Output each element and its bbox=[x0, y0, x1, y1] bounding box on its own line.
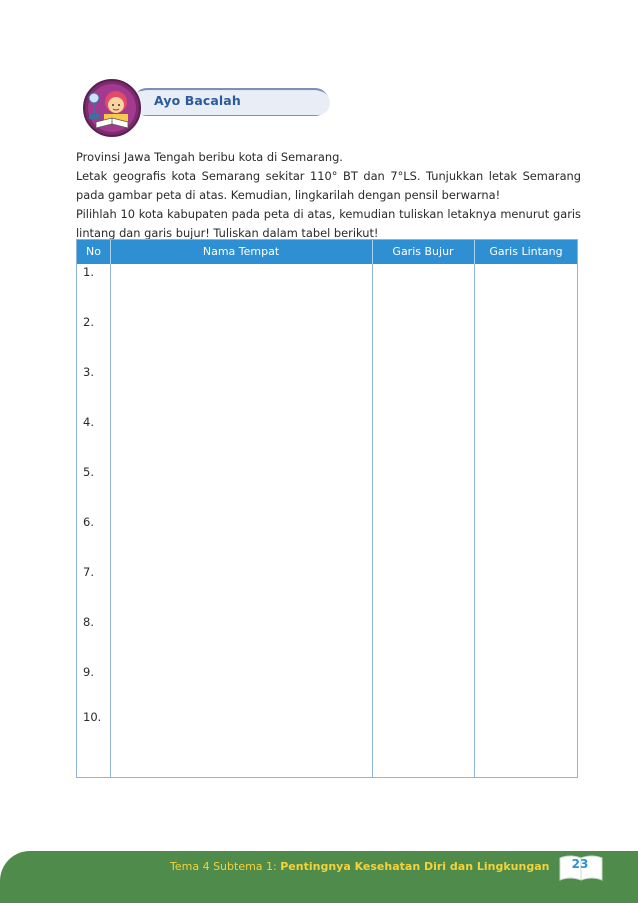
column-divider bbox=[372, 264, 373, 777]
answer-table bbox=[76, 239, 578, 778]
row-number: 10. bbox=[83, 710, 102, 724]
page-number: 23 bbox=[571, 857, 589, 871]
row-number: 9. bbox=[83, 665, 94, 679]
instruction-text bbox=[76, 148, 581, 243]
row-number: 2. bbox=[83, 315, 94, 329]
paragraph-1: Provinsi Jawa Tengah beribu kota di Semarang. bbox=[76, 150, 343, 164]
header-garis-lintang: Garis Lintang bbox=[489, 245, 563, 258]
row-number: 1. bbox=[83, 265, 94, 279]
header-divider bbox=[474, 240, 475, 264]
column-divider bbox=[110, 264, 111, 777]
column-divider bbox=[474, 264, 475, 777]
footer-caption bbox=[170, 860, 549, 873]
header-no: No bbox=[86, 245, 101, 258]
row-number: 8. bbox=[83, 615, 94, 629]
row-number: 7. bbox=[83, 565, 94, 579]
badge-label: Ayo Bacalah bbox=[154, 93, 241, 108]
section-badge bbox=[78, 78, 268, 138]
header-divider bbox=[110, 240, 111, 264]
header-nama-tempat: Nama Tempat bbox=[202, 245, 280, 258]
row-number: 3. bbox=[83, 365, 94, 379]
header-divider bbox=[372, 240, 373, 264]
row-number: 4. bbox=[83, 415, 94, 429]
table-header bbox=[77, 240, 577, 264]
row-number: 5. bbox=[83, 465, 94, 479]
row-number: 6. bbox=[83, 515, 94, 529]
footer-bar bbox=[0, 851, 638, 903]
footer-prefix: Tema 4 Subtema 1: bbox=[170, 860, 281, 873]
header-garis-bujur: Garis Bujur bbox=[392, 245, 454, 258]
footer-title: Pentingnya Kesehatan Diri dan Lingkungan bbox=[280, 860, 550, 873]
paragraph-2: Letak geografis kota Semarang sekitar 110° BT dan 7°LS. Tunjukkan letak Semarang pada gambar peta di atas. Kemudian, lingkarilah dengan pensil berwarna! bbox=[76, 169, 581, 202]
paragraph-3: Pilihlah 10 kota kabupaten pada peta di atas, kemudian tuliskan letaknya menurut garis lintang dan garis bujur! Tuliskan dalam tabel berikut! bbox=[76, 207, 581, 240]
reading-child-icon bbox=[78, 78, 148, 138]
